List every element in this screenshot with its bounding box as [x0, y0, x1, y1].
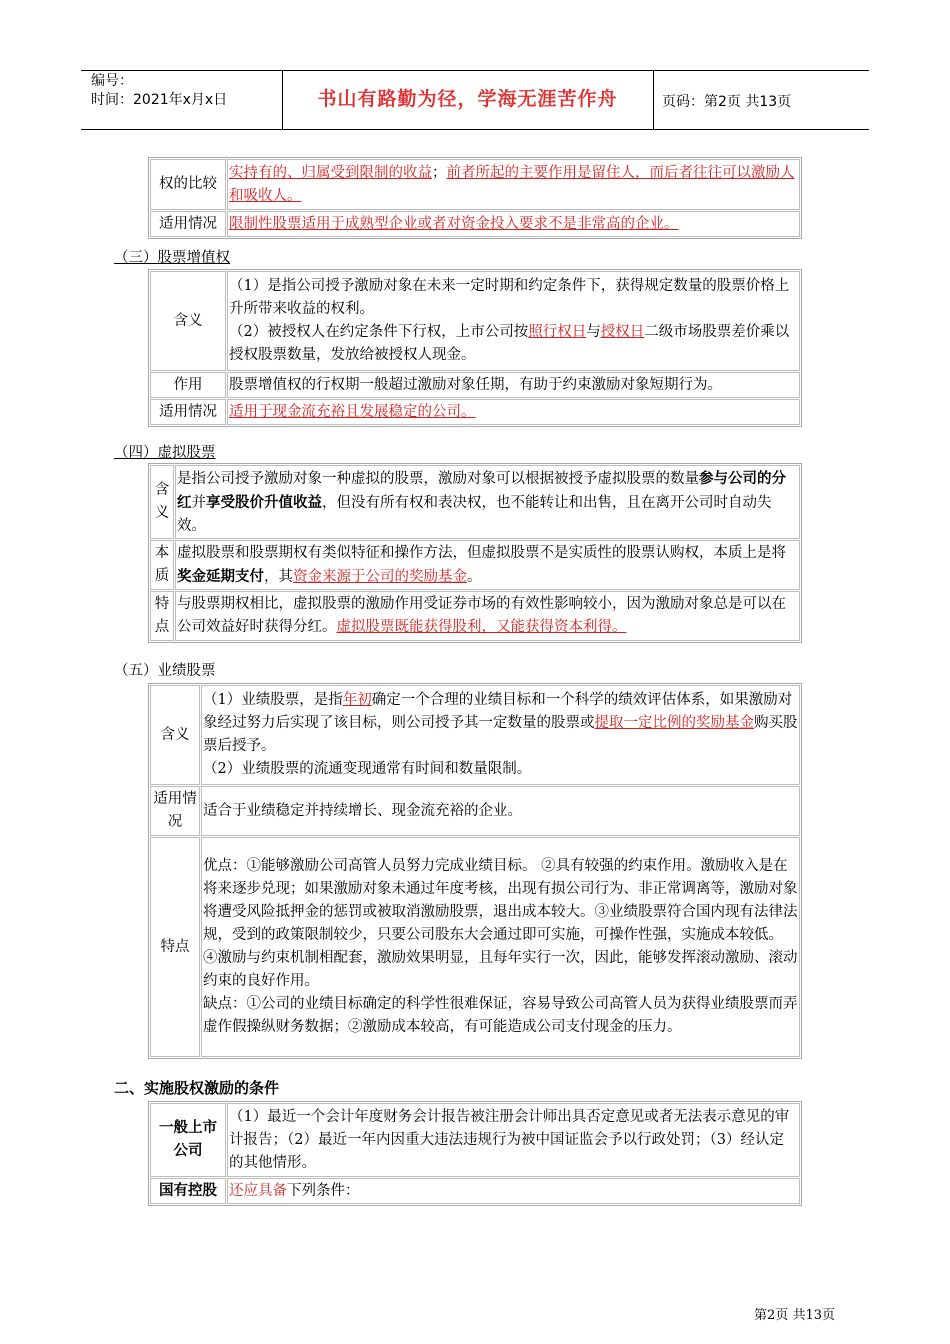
table-row — [150, 271, 800, 371]
table-row — [150, 837, 800, 1057]
table-row — [150, 786, 800, 836]
header-motto: 书山有路勤为径，学海无涯苦作舟 — [317, 88, 618, 110]
row-content: 与股票期权相比，虚拟股票的激励作用受证券市场的有效性影响较小，因为激励对象总是可以在公司效益好时获得分红。虚拟股票既能获得股利，又能获得资本利得。 — [175, 591, 800, 641]
table-row — [150, 372, 800, 398]
phantom-stock-table — [148, 463, 802, 643]
row-label: 含义 — [150, 465, 174, 539]
table-row — [150, 591, 800, 641]
header-top-rule — [81, 70, 869, 71]
row-label: 含义 — [150, 271, 226, 371]
table-row — [150, 1103, 800, 1177]
row-content: 适用于现金流充裕且发展稳定的公司。 — [227, 399, 800, 425]
header-page-number: 页码：第2页 共13页 — [662, 94, 792, 110]
row-label: 权的比较 — [150, 159, 226, 210]
table-row — [150, 685, 800, 785]
row-label: 作用 — [150, 372, 226, 398]
performance-stock-table — [148, 683, 802, 1059]
row-content: 限制性股票适用于成熟型企业或者对资金投入要求不是非常高的企业。 — [227, 211, 800, 237]
section-title-conditions: 二、实施股权激励的条件 — [114, 1079, 280, 1097]
header-time: 时间：2021年x月x日 — [91, 92, 228, 108]
row-content: 优点：①能够激励公司高管人员努力完成业绩目标。 ②具有较强的约束作用。激励收入是在将来逐步兑现；如果激励对象未通过年度考核，出现有损公司行为、非正常调离等，激励对象将遭受风险抵押金的惩罚或被取消激励股票，退出成本较大。③业绩股票符合国内现有法律法规，受到的政策限制较少，只要公司股东大会通过即可实施，可操作性强，实施成本较低。 ④激励与约束机制相配套，激励效果明显，且每年实行一次，因此，能够发挥滚动激励、滚动约束的良好作用。 缺点：①公司的业绩目标确定的科学性很难保证，容易导致公司高管人员为获得业绩股票而弄虚作假操纵财务数据；②激励成本较高，有可能造成公司支付现金的压力。 — [201, 837, 800, 1057]
table-row — [150, 399, 800, 425]
table-row — [150, 159, 800, 210]
row-label: 本质 — [150, 540, 174, 590]
header-divider-right — [653, 70, 654, 129]
row-content: 实持有的、归属受到限制的收益；前者所起的主要作用是留住人，而后者往往可以激励人和吸收人。 — [227, 159, 800, 210]
row-label: 特点 — [150, 591, 174, 641]
section-title-performance-stock: （五）业绩股票 — [114, 663, 216, 679]
section-title-phantom-stock: （四）虚拟股票 — [114, 445, 216, 461]
row-content: （1）是指公司授予激励对象在未来一定时期和约定条件下，获得规定数量的股票价格上升所带来收益的权利。 （2）被授权人在约定条件下行权，上市公司按照行权日与授权日二级市场股票差价乘以授权股票数量，发放给被授权人现金。 — [227, 271, 800, 371]
row-content: （1）业绩股票，是指年初确定一个合理的业绩目标和一个科学的绩效评估体系，如果激励对象经过努力后实现了该目标，则公司授予其一定数量的股票或提取一定比例的奖励基金购买股票后授予。 （2）业绩股票的流通变现通常有时间和数量限制。 — [201, 685, 800, 785]
row-label: 含义 — [150, 685, 200, 785]
row-content: 适合于业绩稳定并持续增长、现金流充裕的企业。 — [201, 786, 800, 836]
row-content: 是指公司授予激励对象一种虚拟的股票，激励对象可以根据被授予虚拟股票的数量参与公司的分红并享受股价升值收益，但没有所有权和表决权，也不能转让和出售，且在离开公司时自动失效。 — [175, 465, 800, 539]
conditions-table — [148, 1101, 802, 1206]
section-title-sar: （三）股票增值权 — [114, 250, 230, 266]
row-content: 股票增值权的行权期一般超过激励对象任期，有助于约束激励对象短期行为。 — [227, 372, 800, 398]
row-label: 特点 — [150, 837, 200, 1057]
row-content: （1）最近一个会计年度财务会计报告被注册会计师出具否定意见或者无法表示意见的审计报告；（2）最近一年内因重大违法违规行为被中国证监会予以行政处罚；（3）经认定的其他情形。 — [227, 1103, 800, 1177]
footer-page-number: 第2页 共13页 — [754, 1308, 835, 1323]
table-row — [150, 540, 800, 590]
sar-table — [148, 269, 802, 427]
row-label: 适用情况 — [150, 211, 226, 237]
table-row — [150, 465, 800, 539]
row-label: 国有控股 — [150, 1178, 226, 1204]
row-content: 虚拟股票和股票期权有类似特征和操作方法，但虚拟股票不是实质性的股票认购权，本质上是将奖金延期支付，其资金来源于公司的奖励基金。 — [175, 540, 800, 590]
table-row — [150, 211, 800, 237]
header-bottom-rule — [81, 129, 869, 130]
table-row — [150, 1178, 800, 1204]
row-content: 还应具备下列条件： — [227, 1178, 800, 1204]
row-label: 适用情况 — [150, 399, 226, 425]
restricted-stock-table — [148, 157, 802, 239]
header-code: 编号： — [91, 73, 133, 89]
row-label: 适用情况 — [150, 786, 200, 836]
row-label: 一般上市公司 — [150, 1103, 226, 1177]
